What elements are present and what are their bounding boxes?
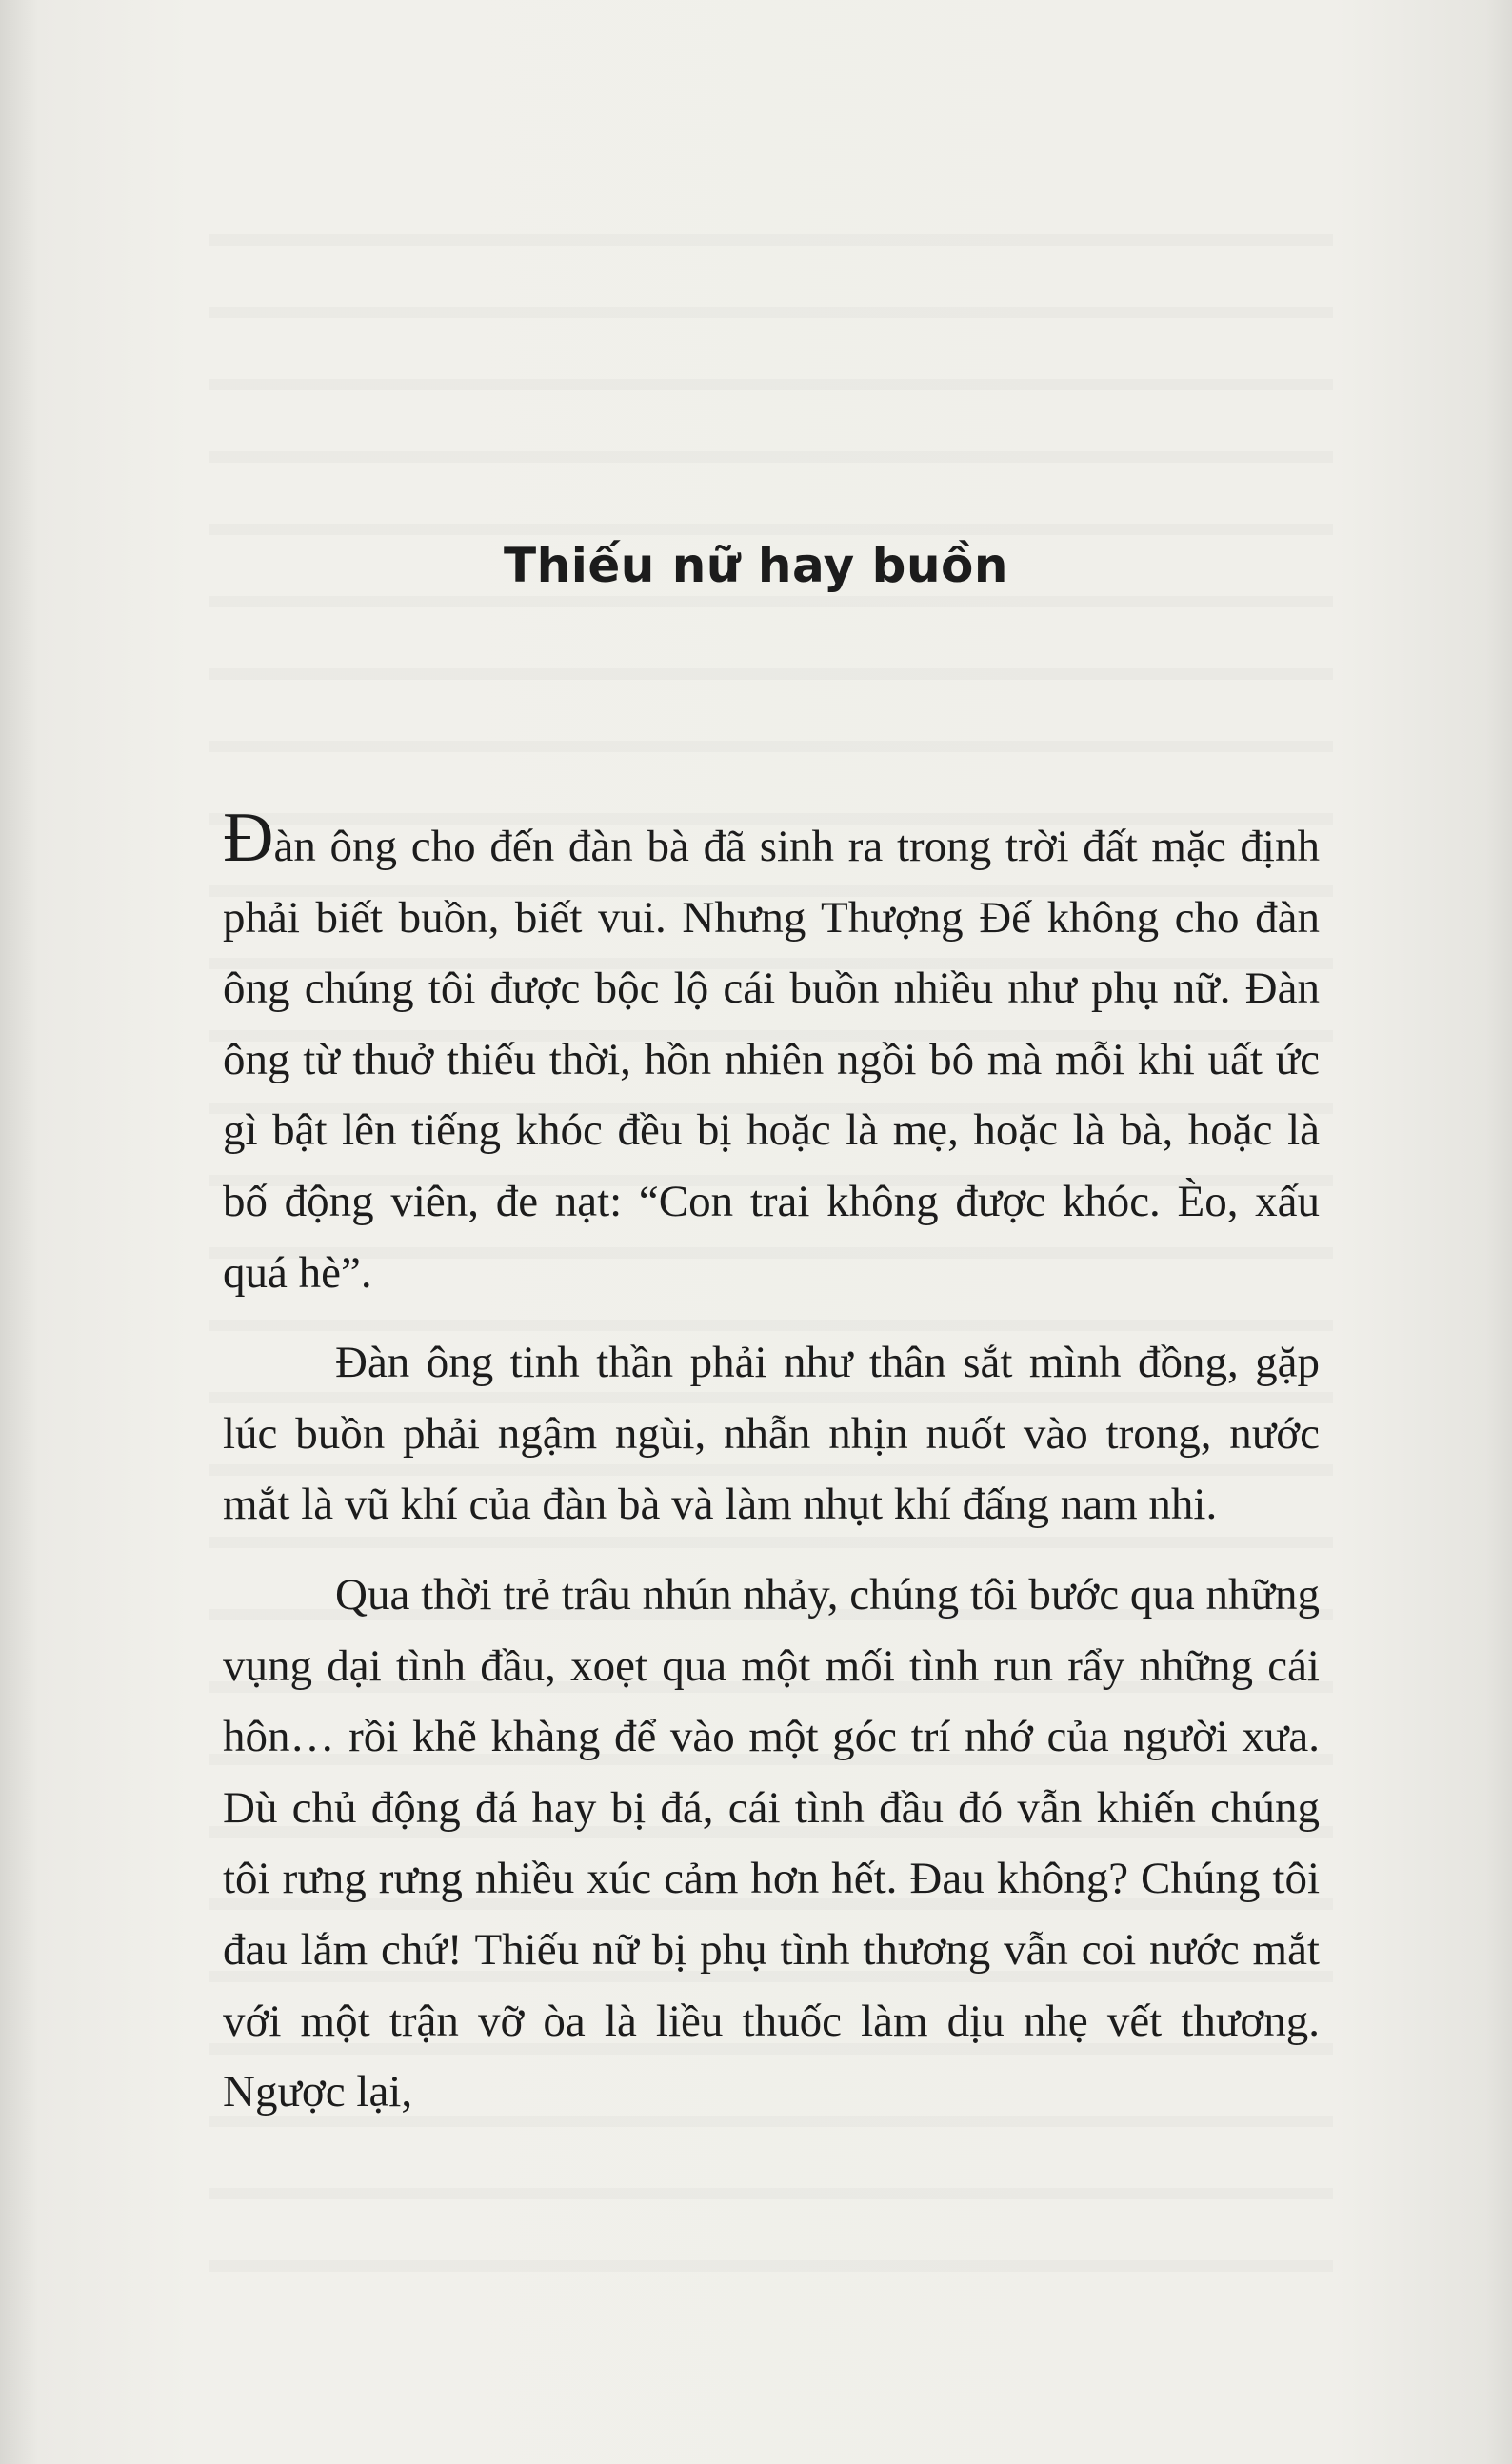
chapter-title: Thiếu nữ hay buồn — [504, 538, 1008, 593]
paragraph-2: Đàn ông tinh thần phải như thân sắt mình đồng, gặp lúc buồn phải ngậm ngùi, nhẫn nhịn nuốt vào trong, nước mắt là vũ khí của đàn bà và làm nhụt khí đấng nam nhi. — [223, 1338, 1320, 1530]
paragraph-1 — [223, 799, 1320, 1308]
body-text — [223, 799, 1320, 2128]
paragraph-1-text: àn ông cho đến đàn bà đã sinh ra trong trời đất mặc định phải biết buồn, biết vui. Nhưng Thượng Đế không cho đàn ông chúng tôi được bộc lộ cái buồn nhiều như phụ nữ. Đàn ông từ thuở thiếu thời, hồn nhiên ngồi bô mà mỗi khi uất ức gì bật lên tiếng khóc đều bị hoặc là mẹ, hoặc là bà, hoặc là bố động viên, đe nạt: “Con trai không được khóc. Èo, xấu quá hè”. — [223, 822, 1320, 1298]
drop-cap: Đ — [223, 799, 274, 877]
paragraph-3: Qua thời trẻ trâu nhún nhảy, chúng tôi bước qua những vụng dại tình đầu, xoẹt qua một mối tình run rẩy những cái hôn… rồi khẽ khàng để vào một góc trí nhớ của người xưa. Dù chủ động đá hay bị đá, cái tình đầu đó vẫn khiến chúng tôi rưng rưng nhiều xúc cảm hơn hết. Đau không? Chúng tôi đau lắm chứ! Thiếu nữ bị phụ tình thương vẫn coi nước mắt với một trận vỡ òa là liều thuốc làm dịu nhẹ vết thương. Ngược lại, — [223, 1569, 1320, 2117]
